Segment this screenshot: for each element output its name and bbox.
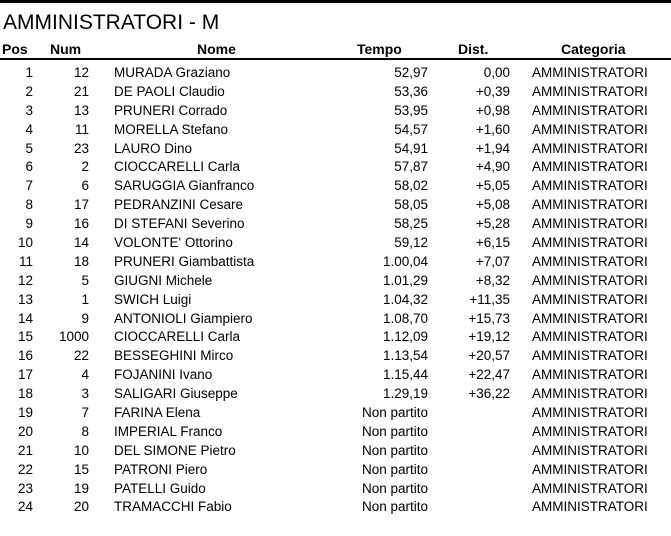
cell-category: AMMINISTRATORI	[532, 83, 648, 99]
cell-num: 20	[73, 499, 89, 515]
table-row	[0, 177, 671, 196]
cell-num: 22	[73, 348, 89, 364]
cell-num: 8	[81, 423, 89, 439]
cell-name: LAURO Dino	[114, 140, 193, 156]
cell-num: 2	[81, 159, 89, 175]
cell-category: AMMINISTRATORI	[532, 216, 648, 232]
cell-pos: 3	[25, 102, 33, 118]
cell-pos: 14	[17, 310, 33, 326]
cell-pos: 22	[17, 461, 33, 477]
cell-time: 1.29,19	[382, 386, 428, 402]
cell-name: DI STEFANI Severino	[114, 216, 245, 232]
cell-num: 14	[73, 235, 89, 251]
cell-dist: +36,22	[468, 386, 510, 402]
table-row	[0, 328, 671, 347]
cell-time: Non partito	[361, 405, 428, 421]
cell-name: ANTONIOLI Giampiero	[114, 310, 253, 326]
table-row	[0, 64, 671, 83]
cell-category: AMMINISTRATORI	[532, 178, 648, 194]
cell-dist: +19,12	[468, 329, 510, 345]
cell-name: PRUNERI Corrado	[114, 102, 228, 118]
cell-time: 58,05	[394, 197, 428, 213]
cell-name: MURADA Graziano	[114, 65, 231, 80]
header-rule	[0, 58, 671, 60]
cell-pos: 15	[17, 329, 33, 345]
cell-time: 1.08,70	[382, 310, 428, 326]
cell-category: AMMINISTRATORI	[532, 102, 648, 118]
cell-name: TRAMACCHI Fabio	[114, 499, 232, 515]
cell-name: PRUNERI Giambattista	[114, 253, 255, 269]
cell-category: AMMINISTRATORI	[532, 405, 648, 421]
cell-pos: 23	[17, 480, 33, 496]
cell-num: 19	[73, 480, 89, 496]
cell-pos: 12	[17, 272, 33, 288]
cell-category: AMMINISTRATORI	[532, 480, 648, 496]
table-row	[0, 461, 671, 480]
cell-name: MORELLA Stefano	[114, 121, 229, 137]
cell-num: 6	[81, 178, 89, 194]
cell-dist: +20,57	[468, 348, 510, 364]
cell-pos: 20	[17, 423, 33, 439]
table-row	[0, 442, 671, 461]
cell-category: AMMINISTRATORI	[532, 329, 648, 345]
header-category: Categoria	[561, 41, 626, 57]
cell-name: CIOCCARELLI Carla	[114, 329, 241, 345]
cell-num: 13	[73, 102, 89, 118]
cell-time: 1.13,54	[382, 348, 428, 364]
cell-time: Non partito	[361, 461, 428, 477]
cell-dist: +22,47	[468, 367, 510, 383]
cell-time: 54,57	[394, 121, 428, 137]
top-rule	[0, 0, 671, 3]
cell-name: PATRONI Piero	[114, 461, 208, 477]
cell-time: 58,25	[394, 216, 428, 232]
cell-name: SWICH Luigi	[114, 291, 192, 307]
cell-category: AMMINISTRATORI	[532, 386, 648, 402]
cell-time: Non partito	[361, 442, 428, 458]
cell-name: SALIGARI Giuseppe	[114, 386, 238, 402]
table-row	[0, 102, 671, 121]
cell-num: 16	[73, 216, 89, 232]
cell-pos: 11	[18, 253, 33, 269]
table-row	[0, 83, 671, 102]
cell-name: IMPERIAL Franco	[114, 423, 223, 439]
cell-num: 10	[73, 442, 89, 458]
table-row	[0, 423, 671, 442]
table-row	[0, 196, 671, 215]
cell-pos: 10	[17, 235, 33, 251]
cell-pos: 8	[25, 197, 33, 213]
header-pos: Pos	[2, 41, 28, 57]
cell-name: DEL SIMONE Pietro	[114, 442, 236, 458]
cell-category: AMMINISTRATORI	[532, 367, 648, 383]
cell-pos: 4	[25, 121, 33, 137]
cell-dist: +6,15	[475, 235, 510, 251]
cell-pos: 17	[17, 367, 33, 383]
table-row	[0, 385, 671, 404]
cell-num: 15	[73, 461, 89, 477]
cell-num: 12	[73, 65, 89, 80]
cell-dist: +5,28	[475, 216, 510, 232]
header-num: Num	[50, 41, 82, 57]
cell-category: AMMINISTRATORI	[532, 461, 648, 477]
cell-time: 1.04,32	[382, 291, 428, 307]
table-row	[0, 253, 671, 272]
cell-category: AMMINISTRATORI	[532, 291, 648, 307]
cell-pos: 24	[17, 499, 33, 515]
cell-category: AMMINISTRATORI	[532, 235, 648, 251]
cell-pos: 9	[25, 216, 33, 232]
cell-category: AMMINISTRATORI	[532, 65, 648, 80]
cell-num: 7	[81, 405, 89, 421]
cell-pos: 7	[25, 178, 33, 194]
cell-pos: 16	[17, 348, 33, 364]
cell-num: 18	[73, 253, 89, 269]
cell-category: AMMINISTRATORI	[532, 140, 648, 156]
cell-category: AMMINISTRATORI	[532, 423, 648, 439]
cell-name: SARUGGIA Gianfranco	[114, 178, 255, 194]
table-row	[0, 158, 671, 177]
cell-pos: 13	[17, 291, 33, 307]
cell-dist: +8,32	[475, 272, 510, 288]
cell-dist: +0,39	[475, 83, 510, 99]
cell-num: 11	[74, 121, 89, 137]
table-row	[0, 366, 671, 385]
cell-dist: +11,35	[469, 291, 510, 307]
cell-name: VOLONTE' Ottorino	[114, 235, 233, 251]
cell-pos: 18	[17, 386, 33, 402]
cell-category: AMMINISTRATORI	[532, 310, 648, 326]
table-row	[0, 234, 671, 253]
cell-time: 1.15,44	[382, 367, 428, 383]
cell-time: 53,36	[394, 83, 428, 99]
table-row	[0, 291, 671, 310]
header-time: Tempo	[357, 41, 402, 57]
table-row	[0, 215, 671, 234]
cell-dist: +0,98	[475, 102, 510, 118]
cell-dist: +1,94	[475, 140, 510, 156]
cell-name: PATELLI Guido	[114, 480, 206, 496]
cell-dist: 0,00	[483, 65, 510, 80]
table-row	[0, 498, 671, 517]
cell-time: Non partito	[361, 499, 428, 515]
cell-pos: 19	[17, 405, 33, 421]
table-row	[0, 272, 671, 291]
cell-num: 1	[81, 291, 89, 307]
cell-time: 59,12	[394, 235, 428, 251]
cell-num: 5	[81, 272, 89, 288]
table-row	[0, 404, 671, 423]
cell-pos: 6	[25, 159, 33, 175]
cell-name: FOJANINI Ivano	[114, 367, 213, 383]
header-dist: Dist.	[458, 41, 489, 57]
cell-num: 3	[81, 386, 89, 402]
cell-time: 54,91	[394, 140, 428, 156]
cell-category: AMMINISTRATORI	[532, 197, 648, 213]
cell-dist: +4,90	[475, 159, 510, 175]
cell-dist: +5,05	[475, 178, 510, 194]
page-title: AMMINISTRATORI - M	[3, 11, 220, 34]
cell-name: BESSEGHINI Mirco	[114, 348, 234, 364]
cell-num: 1000	[58, 329, 89, 345]
cell-num: 23	[73, 140, 89, 156]
table-row	[0, 347, 671, 366]
cell-time: 1.00,04	[382, 253, 428, 269]
cell-num: 17	[73, 197, 89, 213]
cell-category: AMMINISTRATORI	[532, 121, 648, 137]
cell-time: 1.01,29	[382, 272, 428, 288]
cell-category: AMMINISTRATORI	[532, 499, 648, 515]
cell-dist: +15,73	[468, 310, 510, 326]
cell-time: 1.12,09	[382, 329, 428, 345]
results-table	[0, 64, 671, 517]
cell-pos: 1	[25, 65, 33, 80]
cell-name: GIUGNI Michele	[114, 272, 213, 288]
cell-name: DE PAOLI Claudio	[114, 83, 225, 99]
cell-pos: 5	[25, 140, 33, 156]
cell-category: AMMINISTRATORI	[532, 348, 648, 364]
cell-pos: 21	[17, 442, 33, 458]
cell-name: PEDRANZINI Cesare	[114, 197, 244, 213]
cell-name: CIOCCARELLI Carla	[114, 159, 241, 175]
cell-time: 52,97	[394, 65, 428, 80]
table-row	[0, 140, 671, 159]
cell-num: 4	[81, 367, 89, 383]
cell-pos: 2	[25, 83, 33, 99]
cell-dist: +5,08	[475, 197, 510, 213]
table-row	[0, 121, 671, 140]
cell-time: 57,87	[394, 159, 428, 175]
cell-dist: +7,07	[475, 253, 510, 269]
cell-category: AMMINISTRATORI	[532, 253, 648, 269]
cell-time: 58,02	[394, 178, 428, 194]
cell-category: AMMINISTRATORI	[532, 442, 648, 458]
cell-time: 53,95	[394, 102, 428, 118]
cell-num: 21	[73, 83, 89, 99]
cell-category: AMMINISTRATORI	[532, 272, 648, 288]
table-row	[0, 310, 671, 329]
cell-num: 9	[81, 310, 89, 326]
cell-dist: +1,60	[475, 121, 510, 137]
cell-time: Non partito	[361, 423, 428, 439]
cell-time: Non partito	[361, 480, 428, 496]
table-row	[0, 480, 671, 499]
header-name: Nome	[197, 41, 236, 57]
cell-name: FARINA Elena	[114, 405, 201, 421]
cell-category: AMMINISTRATORI	[532, 159, 648, 175]
